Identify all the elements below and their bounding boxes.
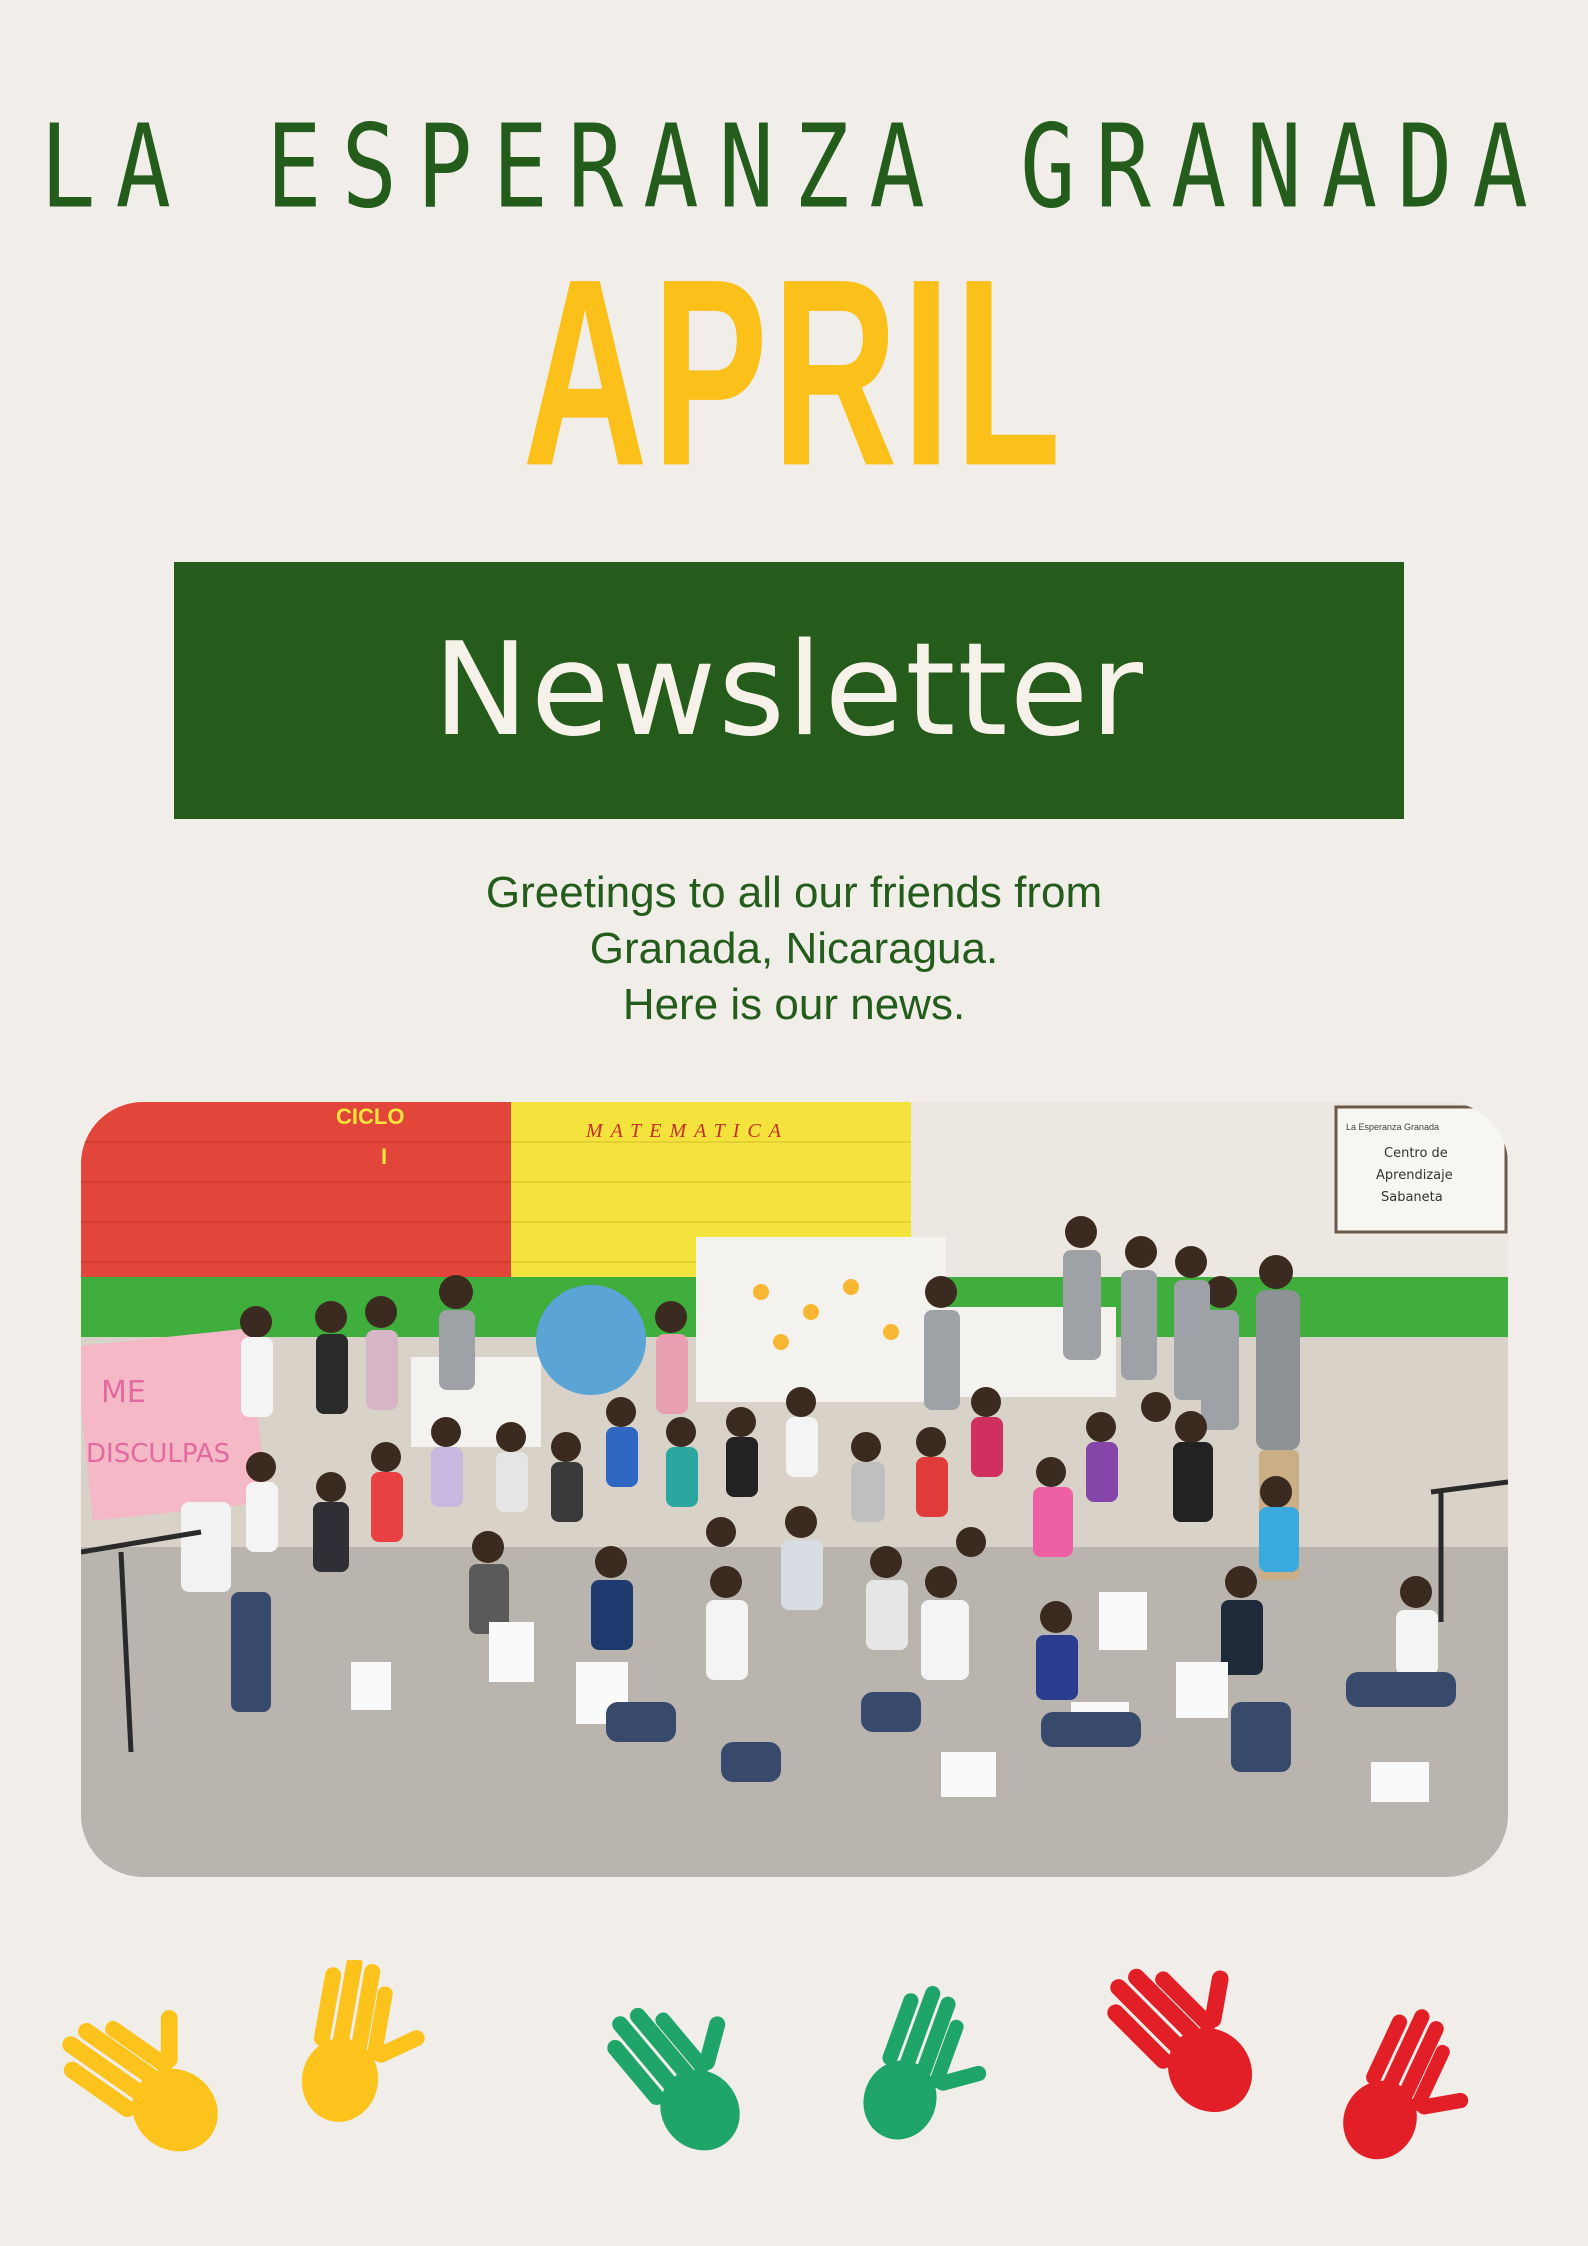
greeting-line-3: Here is our news. [622, 980, 966, 1029]
sign-ciclo: CICLO [336, 1104, 405, 1129]
group-photo [81, 1102, 1508, 1877]
yellow-hand-icon [45, 1960, 440, 2168]
newsletter-banner [174, 562, 1404, 819]
sign-matematica: MATEMATICA [586, 1120, 789, 1142]
sign-disculpas: DISCULPAS [86, 1439, 231, 1469]
sign-centro-line-3: Sabaneta [1381, 1190, 1443, 1205]
sign-me: ME [101, 1375, 146, 1410]
green-hand-icon [591, 1963, 1012, 2166]
greeting-line-1: Greetings to all our friends from [485, 868, 1103, 917]
sign-centro-line-2: Aprendizaje [1376, 1168, 1453, 1183]
month-title: APRIL [522, 224, 1066, 522]
handprints-illustration [0, 1960, 1588, 2220]
greeting-text [0, 865, 1588, 1033]
sign-ciclo-number: I [381, 1144, 388, 1169]
greeting-line-2: Granada, Nicaragua. [589, 924, 999, 973]
organization-title: LA ESPERANZA GRANADA [40, 100, 1548, 234]
sign-centro-line-1: Centro de [1384, 1146, 1448, 1161]
classroom-illustration [81, 1102, 1508, 1877]
decorative-handprints [0, 1960, 1588, 2220]
red-hand-icon [1089, 1960, 1499, 2188]
newsletter-label: Newsletter [433, 616, 1145, 765]
sign-centro-org: La Esperanza Granada [1346, 1122, 1440, 1132]
